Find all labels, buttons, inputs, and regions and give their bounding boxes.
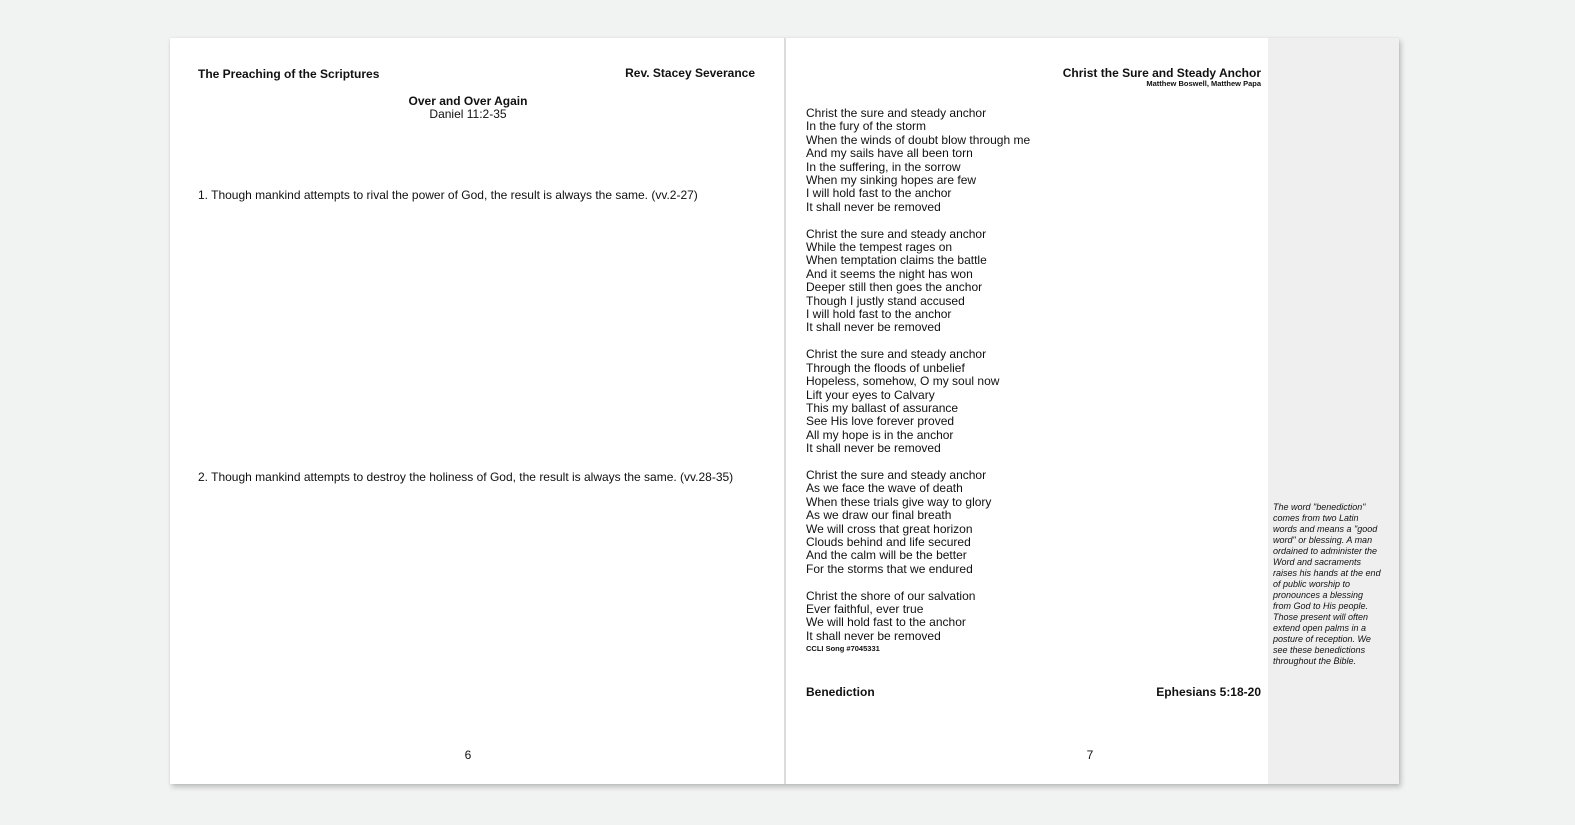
lyric-line: Christ the shore of our salvation xyxy=(806,588,976,603)
stanza-3 xyxy=(806,348,1266,455)
sermon-point-2: 2. Though mankind attempts to destroy the holiness of God, the result is always the same. (vv.28-35) xyxy=(198,470,734,484)
lyric-line: We will cross that great horizon xyxy=(806,521,973,536)
lyric-line: See His love forever proved xyxy=(806,414,955,429)
sermon-point-1: 1. Though mankind attempts to rival the power of God, the result is always the same. (vv.2-27) xyxy=(198,188,698,202)
song-lyrics xyxy=(806,107,1266,657)
lyric-line: It shall never be removed xyxy=(806,628,941,643)
lyric-line: Ever faithful, ever true xyxy=(806,601,924,616)
lyric-line: All my hope is in the anchor xyxy=(806,427,954,442)
stanza-4 xyxy=(806,469,1266,576)
lyric-line: When the winds of doubt blow through me xyxy=(806,132,1031,147)
margin-note-panel xyxy=(1268,38,1399,784)
right-page xyxy=(786,38,1399,784)
lyric-line: When these trials give way to glory xyxy=(806,494,992,509)
song-authors: Matthew Boswell, Matthew Papa xyxy=(1146,79,1261,88)
lyric-line: In the suffering, in the sorrow xyxy=(806,159,961,174)
page-number-right: 7 xyxy=(1086,748,1094,762)
lyric-line: While the tempest rages on xyxy=(806,240,953,255)
lyric-line: I will hold fast to the anchor xyxy=(806,307,952,322)
lyric-line: We will hold fast to the anchor xyxy=(806,615,966,630)
lyric-line: As we draw our final breath xyxy=(806,508,952,523)
lyric-line: And my sails have all been torn xyxy=(806,146,973,161)
benediction-note: The word "benediction" comes from two Latin words and means a "good word" or blessing. A man ordained to administer the Word and sacraments raises his hands at the end of public worship to pronounces a blessing from God to His people. Those present will often extend open palms in a posture of reception. We see these benedictions throughout the Bible. xyxy=(1273,502,1381,666)
lyric-line: When temptation claims the battle xyxy=(806,253,987,268)
page-number-left: 6 xyxy=(464,748,472,762)
section-title: The Preaching of the Scriptures xyxy=(198,67,380,81)
stanza-1 xyxy=(806,107,1266,214)
scripture-reference: Daniel 11:2-35 xyxy=(429,107,507,121)
lyric-line: In the fury of the storm xyxy=(806,119,927,134)
stanza-2 xyxy=(806,228,1266,335)
lyric-line: And it seems the night has won xyxy=(806,266,973,281)
lyric-line: Christ the sure and steady anchor xyxy=(806,226,987,241)
lyric-line: Deeper still then goes the anchor xyxy=(806,280,983,295)
lyric-line: It shall never be removed xyxy=(806,199,941,214)
ccli-number: CCLI Song #7045331 xyxy=(806,644,880,653)
lyric-line: Through the floods of unbelief xyxy=(806,360,965,375)
lyric-line: And the calm will be the better xyxy=(806,548,967,563)
lyric-line: It shall never be removed xyxy=(806,320,941,335)
lyric-line: Hopeless, somehow, O my soul now xyxy=(806,374,1000,389)
lyric-line: Christ the sure and steady anchor xyxy=(806,347,987,362)
lyric-line: Though I justly stand accused xyxy=(806,293,965,308)
lyric-line: For the storms that we endured xyxy=(806,561,973,576)
lyric-line: As we face the wave of death xyxy=(806,481,963,496)
benediction-label: Benediction xyxy=(806,685,875,699)
lyric-line: This my ballast of assurance xyxy=(806,400,959,415)
lyric-line: Clouds behind and life secured xyxy=(806,534,971,549)
preacher-name: Rev. Stacey Severance xyxy=(625,66,755,80)
lyric-line: Christ the sure and steady anchor xyxy=(806,467,987,482)
lyric-line: When my sinking hopes are few xyxy=(806,173,977,188)
booklet-spread xyxy=(170,38,1399,784)
song-title: Christ the Sure and Steady Anchor xyxy=(1062,66,1261,80)
lyric-line: I will hold fast to the anchor xyxy=(806,186,952,201)
lyric-line: Christ the sure and steady anchor xyxy=(806,106,987,120)
benediction-reference: Ephesians 5:18-20 xyxy=(1156,685,1261,699)
lyric-line: It shall never be removed xyxy=(806,441,941,456)
left-page xyxy=(170,38,784,784)
sermon-title: Over and Over Again xyxy=(408,94,528,108)
stanza-5 xyxy=(806,590,1266,644)
lyric-line: Lift your eyes to Calvary xyxy=(806,387,935,402)
